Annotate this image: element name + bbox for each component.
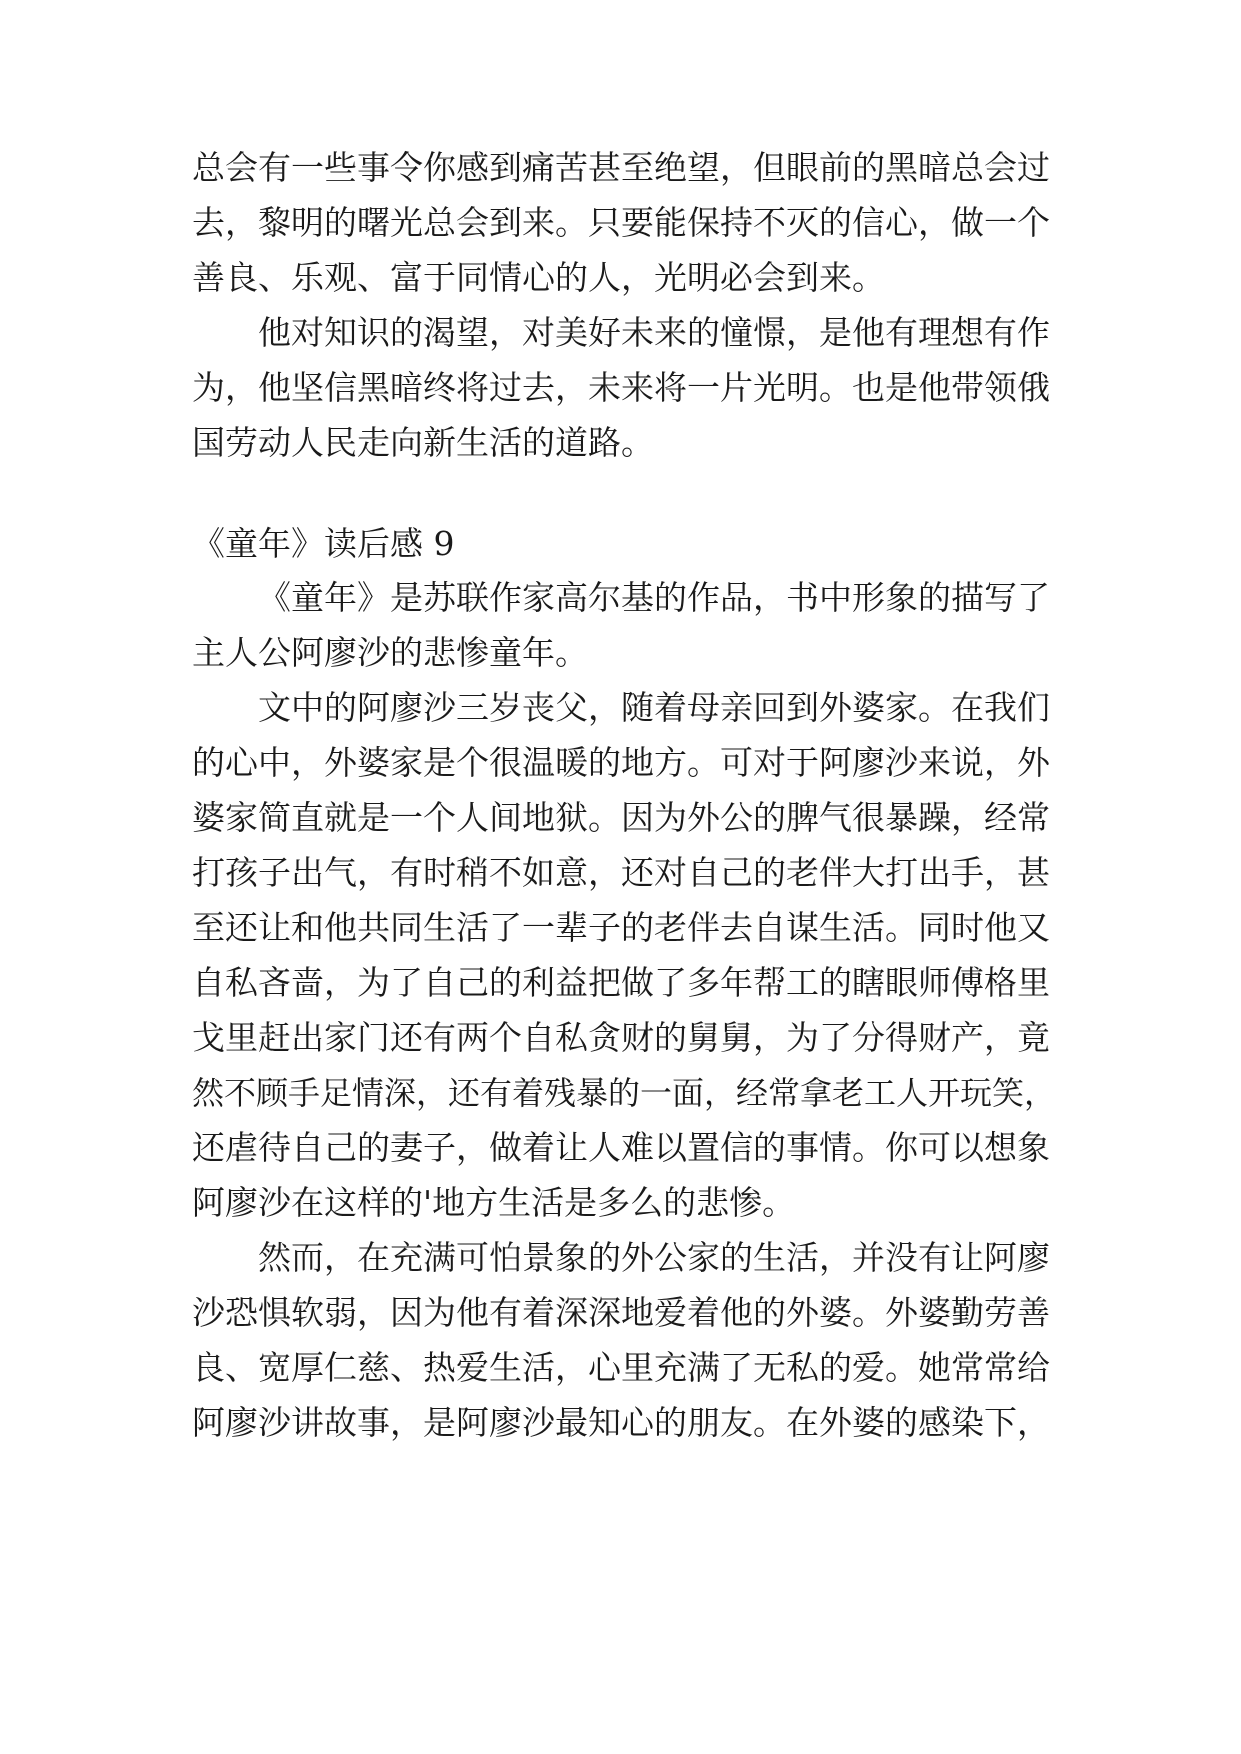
text-line: 沙恐惧软弱，因为他有着深深地爱着他的外婆。外婆勤劳善	[192, 1293, 1050, 1332]
text-line: 戈里赶出家门还有两个自私贪财的舅舅，为了分得财产，竟	[192, 1018, 1050, 1057]
text-line: 善良、乐观、富于同情心的人，光明必会到来。	[192, 258, 885, 297]
text-line: 打孩子出气，有时稍不如意，还对自己的老伴大打出手，甚	[192, 853, 1050, 892]
text-line: 国劳动人民走向新生活的道路。	[192, 423, 654, 462]
text-line: 去，黎明的曙光总会到来。只要能保持不灭的信心，做一个	[192, 203, 1050, 242]
text-line: 为，他坚信黑暗终将过去，未来将一片光明。也是他带领俄	[192, 368, 1050, 407]
text-line: 阿廖沙讲故事，是阿廖沙最知心的朋友。在外婆的感染下，	[192, 1403, 1050, 1442]
paragraph-first-line: 他对知识的渴望，对美好未来的憧憬，是他有理想有作	[258, 313, 1050, 352]
section-heading: 《童年》读后感 9	[192, 524, 455, 563]
text-line: 阿廖沙在这样的'地方生活是多么的悲惨。	[192, 1183, 796, 1222]
text-line: 至还让和他共同生活了一辈子的老伴去自谋生活。同时他又	[192, 908, 1050, 947]
paragraph-first-line: 《童年》是苏联作家高尔基的作品，书中形象的描写了	[258, 578, 1050, 617]
text-line: 婆家简直就是一个人间地狱。因为外公的脾气很暴躁，经常	[192, 798, 1050, 837]
text-line: 总会有一些事令你感到痛苦甚至绝望，但眼前的黑暗总会过	[192, 148, 1050, 187]
text-line: 主人公阿廖沙的悲惨童年。	[192, 633, 588, 672]
paragraph-first-line: 文中的阿廖沙三岁丧父，随着母亲回到外婆家。在我们	[258, 688, 1050, 727]
text-line: 自私吝啬，为了自己的利益把做了多年帮工的瞎眼师傅格里	[192, 963, 1050, 1002]
paragraph-first-line: 然而，在充满可怕景象的外公家的生活，并没有让阿廖	[258, 1238, 1050, 1277]
text-line: 良、宽厚仁慈、热爱生活，心里充满了无私的爱。她常常给	[192, 1348, 1050, 1387]
text-line: 还虐待自己的妻子，做着让人难以置信的事情。你可以想象	[192, 1128, 1050, 1167]
text-line: 然不顾手足情深，还有着残暴的一面，经常拿老工人开玩笑，	[192, 1074, 1057, 1112]
text-line: 的心中，外婆家是个很温暖的地方。可对于阿廖沙来说，外	[192, 743, 1050, 782]
